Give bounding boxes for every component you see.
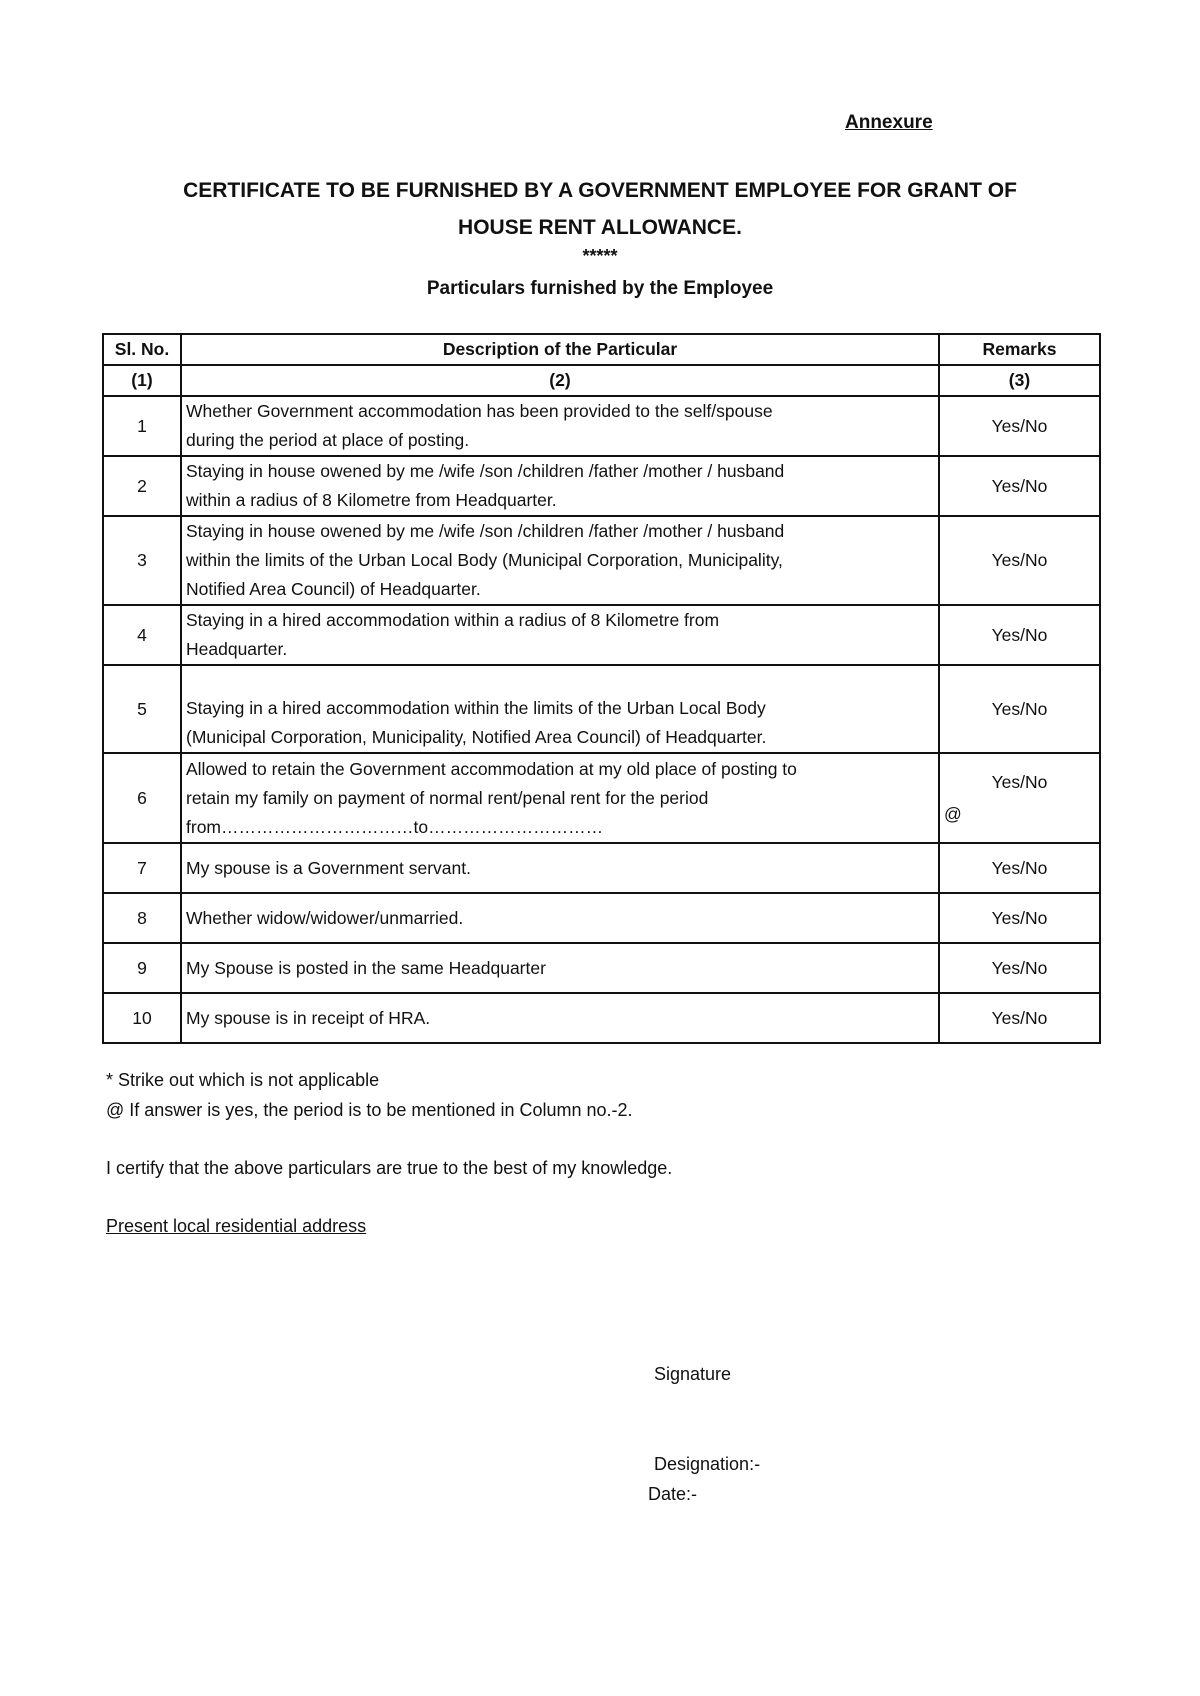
row-description — [181, 516, 939, 605]
table-row — [103, 456, 1100, 516]
title-line-2: HOUSE RENT ALLOWANCE. — [458, 216, 742, 239]
signature-label: Signature — [654, 1364, 732, 1384]
row-description: My spouse is a Government servant. — [181, 843, 939, 893]
description-line: retain my family on payment of normal rent/penal rent for the period — [186, 787, 709, 808]
annexure-heading: Annexure — [845, 112, 933, 133]
table-row — [103, 753, 1100, 843]
row-remark: Yes/No — [939, 893, 1100, 943]
header-sl-no: Sl. No. — [103, 334, 181, 365]
description-line: Notified Area Council) of Headquarter. — [186, 579, 481, 599]
table-row — [103, 665, 1100, 753]
column-number-1: (1) — [103, 365, 181, 396]
description-line: (Municipal Corporation, Municipality, Notified Area Council) of Headquarter. — [186, 727, 767, 747]
row-sl-no: 10 — [103, 993, 181, 1043]
row-remark: Yes/No — [939, 396, 1100, 456]
row-sl-no: 9 — [103, 943, 181, 993]
description-line: from……………………………to………………………… — [186, 816, 604, 837]
table-row — [103, 943, 1100, 993]
description-line: Headquarter. — [186, 639, 288, 659]
description-line: Allowed to retain the Government accommodation at my old place of posting to — [186, 758, 797, 779]
remark-at-mark: @ — [944, 804, 962, 824]
row-description — [181, 753, 939, 843]
column-number-3: (3) — [939, 365, 1100, 396]
certification-statement: I certify that the above particulars are true to the best of my knowledge. — [106, 1158, 673, 1178]
title-stars: ***** — [582, 246, 618, 266]
row-description: My Spouse is posted in the same Headquarter — [181, 943, 939, 993]
certificate-title — [100, 172, 1100, 246]
row-sl-no: 5 — [103, 665, 181, 753]
description-line: during the period at place of posting. — [186, 430, 470, 450]
description-line: Staying in house owened by me /wife /son /children /father /mother / husband — [186, 461, 785, 481]
row-remark: Yes/No — [939, 843, 1100, 893]
description-line: Staying in house owened by me /wife /son /children /father /mother / husband — [186, 521, 785, 541]
table-column-number-row — [103, 365, 1100, 396]
row-sl-no: 2 — [103, 456, 181, 516]
row-sl-no: 1 — [103, 396, 181, 456]
row-description — [181, 665, 939, 753]
description-line: within a radius of 8 Kilometre from Headquarter. — [186, 490, 557, 510]
table-row — [103, 993, 1100, 1043]
table-row — [103, 893, 1100, 943]
row-remark: Yes/No — [939, 993, 1100, 1043]
header-remarks: Remarks — [939, 334, 1100, 365]
particulars-table — [102, 333, 1101, 1044]
table-row — [103, 516, 1100, 605]
row-sl-no: 6 — [103, 753, 181, 843]
period-note: @ If answer is yes, the period is to be mentioned in Column no.-2. — [106, 1100, 633, 1120]
row-remark: Yes/No — [939, 943, 1100, 993]
header-description: Description of the Particular — [181, 334, 939, 365]
row-sl-no: 4 — [103, 605, 181, 665]
row-remark: Yes/No — [939, 456, 1100, 516]
designation-label: Designation:- — [654, 1454, 761, 1474]
row-description: Whether widow/widower/unmarried. — [181, 893, 939, 943]
row-remark: Yes/No — [939, 665, 1100, 753]
row-sl-no: 8 — [103, 893, 181, 943]
title-line-1: CERTIFICATE TO BE FURNISHED BY A GOVERNMENT EMPLOYEE FOR GRANT OF — [183, 179, 1017, 202]
row-description — [181, 396, 939, 456]
strike-out-note: * Strike out which is not applicable — [106, 1070, 380, 1090]
description-line: Whether Government accommodation has been provided to the self/spouse — [186, 401, 773, 421]
description-line: Staying in a hired accommodation within a radius of 8 Kilometre from — [186, 610, 720, 630]
table-row — [103, 605, 1100, 665]
residential-address-label: Present local residential address — [106, 1216, 367, 1236]
table-header-row — [103, 334, 1100, 365]
row-sl-no: 7 — [103, 843, 181, 893]
description-line: Staying in a hired accommodation within the limits of the Urban Local Body — [186, 698, 766, 718]
remark-yes-no: Yes/No — [991, 772, 1048, 792]
subtitle: Particulars furnished by the Employee — [426, 278, 774, 299]
row-sl-no: 3 — [103, 516, 181, 605]
table-row — [103, 396, 1100, 456]
date-label: Date:- — [648, 1484, 698, 1504]
row-remark: Yes/No — [939, 605, 1100, 665]
row-remark — [939, 753, 1100, 843]
row-remark: Yes/No — [939, 516, 1100, 605]
row-description: My spouse is in receipt of HRA. — [181, 993, 939, 1043]
row-description — [181, 456, 939, 516]
table-row — [103, 843, 1100, 893]
description-line: within the limits of the Urban Local Body (Municipal Corporation, Municipality, — [186, 550, 783, 570]
row-description — [181, 605, 939, 665]
column-number-2: (2) — [181, 365, 939, 396]
